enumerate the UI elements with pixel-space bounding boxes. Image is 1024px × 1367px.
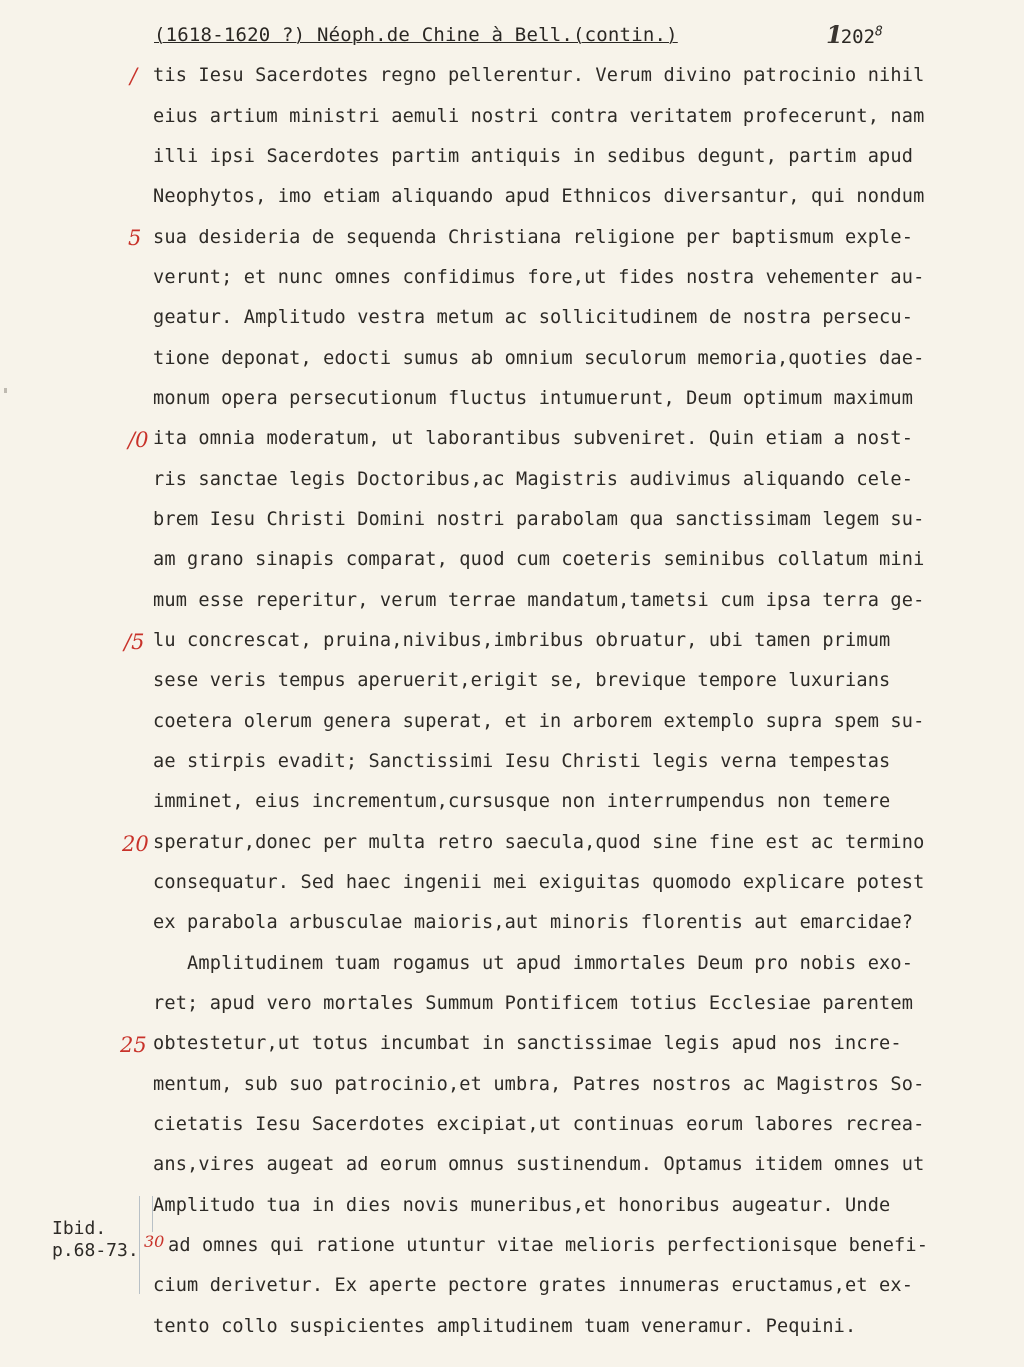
text-line: ae stirpis evadit; Sanctissimi Iesu Christi legis verna tempestas bbox=[153, 751, 891, 772]
folio-suffix: 8 bbox=[875, 24, 883, 40]
side-note-reference bbox=[52, 1218, 139, 1262]
margin-line-number: 20 bbox=[122, 832, 149, 856]
text-line: tento collo suspicientes amplitudinem tuam veneramur. Pequini. bbox=[153, 1316, 857, 1337]
text-line: ad omnes qui ratione utuntur vitae melioris perfectionisque benefi- bbox=[168, 1235, 929, 1256]
text-line: tis Iesu Sacerdotes regno pellerentur. Verum divino patrocinio nihil bbox=[153, 65, 925, 86]
text-line: cium derivetur. Ex aperte pectore grates innumeras eructamus,et ex- bbox=[153, 1275, 914, 1296]
text-line: cietatis Iesu Sacerdotes excipiat,ut continuas eorum labores recrea- bbox=[153, 1114, 925, 1135]
margin-line-number: /0 bbox=[128, 428, 149, 452]
text-line: brem Iesu Christi Domini nostri parabolam qua sanctissimam legem su- bbox=[153, 509, 925, 530]
text-line: Amplitudo tua in dies novis muneribus,et honoribus augeatur. Unde bbox=[153, 1195, 891, 1216]
margin-line-number: 25 bbox=[120, 1033, 147, 1057]
text-line: consequatur. Sed haec ingenii mei exiguitas quomodo explicare potest bbox=[153, 872, 925, 893]
margin-line-number: / bbox=[130, 64, 138, 88]
margin-line-number: 5 bbox=[128, 226, 142, 250]
text-line: verunt; et nunc omnes confidimus fore,ut fides nostra vehementer au- bbox=[153, 267, 925, 288]
text-line: mum esse reperitur, verum terrae mandatum,tametsi cum ipsa terra ge- bbox=[153, 590, 925, 611]
text-line: coetera olerum genera superat, et in arborem extemplo supra spem su- bbox=[153, 711, 925, 732]
text-line: lu concrescat, pruina,nivibus,imbribus obruatur, ubi tamen primum bbox=[153, 630, 891, 651]
text-line: eius artium ministri aemuli nostri contra veritatem profecerunt, nam bbox=[153, 106, 925, 127]
text-line: mentum, sub suo patrocinio,et umbra, Patres nostros ac Magistros So- bbox=[153, 1074, 925, 1095]
text-line: Neophytos, imo etiam aliquando apud Ethnicos diversantur, qui nondum bbox=[153, 186, 925, 207]
text-line: sese veris tempus aperuerit,erigit se, brevique tempore luxurians bbox=[153, 670, 891, 691]
text-line: monum opera persecutionum fluctus intumuerunt, Deum optimum maximum bbox=[153, 388, 914, 409]
text-line: tione deponat, edocti sumus ab omnium seculorum memoria,quoties dae- bbox=[153, 348, 925, 369]
text-line: ex parabola arbusculae maioris,aut minoris florentis aut emarcidae? bbox=[153, 912, 914, 933]
text-line: speratur,donec per multa retro saecula,quod sine fine est ac termino bbox=[153, 832, 925, 853]
text-line: geatur. Amplitudo vestra metum ac sollicitudinem de nostra persecu- bbox=[153, 307, 914, 328]
text-line: imminet, eius incrementum,cursusque non interrumpendus non temere bbox=[153, 791, 891, 812]
side-note-pages: p.68-73. bbox=[52, 1240, 139, 1261]
page-header bbox=[154, 24, 678, 46]
text-line: ans,vires augeat ad eorum omnus sustinendum. Optamus itidem omnes ut bbox=[153, 1154, 925, 1175]
folio-number bbox=[826, 20, 883, 49]
paper-smudge bbox=[4, 388, 7, 393]
text-line: Amplitudinem tuam rogamus ut apud immortales Deum pro nobis exo- bbox=[153, 953, 914, 974]
side-note-ibid: Ibid. bbox=[52, 1218, 107, 1239]
text-line: sua desideria de sequenda Christiana religione per baptismum exple- bbox=[153, 227, 914, 248]
margin-line-number: 30 bbox=[144, 1232, 165, 1251]
text-line: obtestetur,ut totus incumbat in sanctissimae legis apud nos incre- bbox=[153, 1033, 902, 1054]
margin-line-number: /5 bbox=[124, 630, 145, 654]
folio-typed-number: 202 bbox=[840, 26, 876, 48]
text-line: ret; apud vero mortales Summum Pontificem totius Ecclesiae parentem bbox=[153, 993, 914, 1014]
text-line: ita omnia moderatum, ut laborantibus subveniret. Quin etiam a nost- bbox=[153, 428, 914, 449]
header-title: (1618-1620 ?) Néoph.de Chine à Bell.(contin.) bbox=[154, 24, 678, 46]
text-line: illi ipsi Sacerdotes partim antiquis in sedibus degunt, partim apud bbox=[153, 146, 914, 167]
text-line: am grano sinapis comparat, quod cum coeteris seminibus collatum mini bbox=[153, 549, 925, 570]
margin-rule bbox=[139, 1196, 140, 1294]
text-line: ris sanctae legis Doctoribus,ac Magistris audivimus aliquando cele- bbox=[153, 469, 914, 490]
margin-rule bbox=[152, 1196, 153, 1232]
folio-handwritten-digit: 1 bbox=[826, 20, 843, 49]
